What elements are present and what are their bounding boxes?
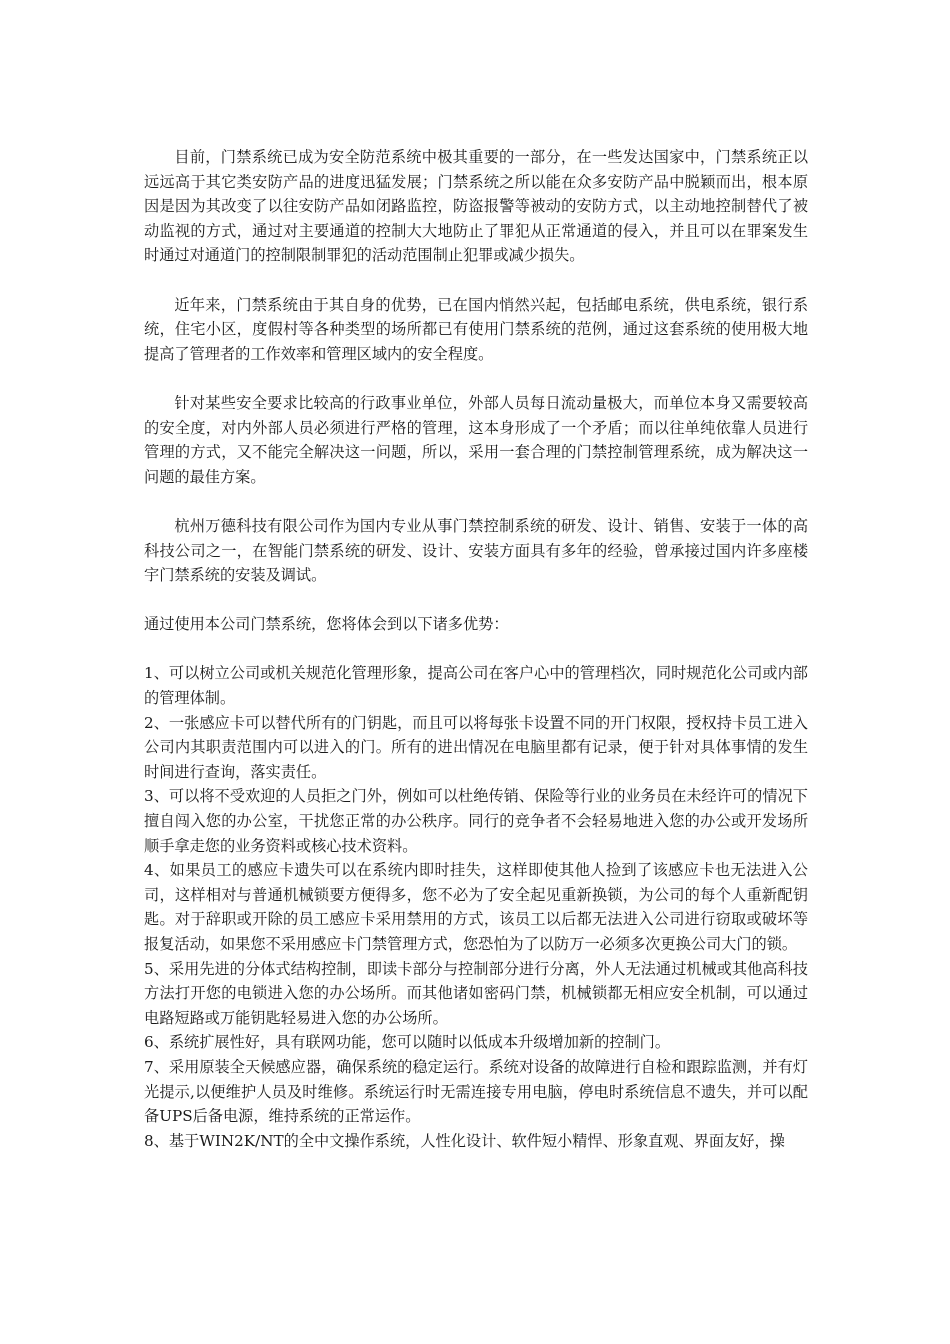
- list-item: 6、系统扩展性好，具有联网功能，您可以随时以低成本升级增加新的控制门。: [144, 1033, 671, 1052]
- paragraph-intro-importance: 目前，门禁系统已成为安全防范系统中极其重要的一部分，在一些发达国家中，门禁系统正以远远高于其它类安防产品的进度迅猛发展；门禁系统之所以能在众多安防产品中脱颖而出，根本原因是因为其改变了以往安防产品如闭路监控，防盗报警等被动的安防方式，以主动地控制替代了被动监视的方式，通过对主要通道的控制大大地防止了罪犯从正常通道的侵入，并且可以在罪案发生时通过对通道门的控制限制罪犯的活动范围制止犯罪或减少损失。: [144, 148, 808, 265]
- paragraph-security-challenge: 针对某些安全要求比较高的行政事业单位，外部人员每日流动量极大，而单位本身又需要较高的安全度，对内外部人员必须进行严格的管理，这本身形成了一个矛盾；而以往单纯依靠人员进行管理的方式，又不能完全解决这一问题，所以，采用一套合理的门禁控制管理系统，成为解决这一问题的最佳方案。: [144, 393, 808, 486]
- paragraph-domestic-adoption: 近年来，门禁系统由于其自身的优势，已在国内悄然兴起，包括邮电系统，供电系统，银行系统，住宅小区，度假村等各种类型的场所都已有使用门禁系统的范例，通过这套系统的使用极大地提高了管理者的工作效率和管理区域内的安全程度。: [144, 295, 808, 363]
- list-item: 5、采用先进的分体式结构控制，即读卡部分与控制部分进行分离，外人无法通过机械或其他高科技方法打开您的电锁进入您的办公场所。而其他诸如密码门禁，机械锁都无相应安全机制，可以通过电路短路或万能钥匙轻易进入您的办公场所。: [144, 959, 808, 1027]
- list-item: 2、一张感应卡可以替代所有的门钥匙，而且可以将每张卡设置不同的开门权限，授权持卡员工进入公司内其职责范围内可以进入的门。所有的进出情况在电脑里都有记录，便于针对具体事情的发生时间进行查询，落实责任。: [144, 713, 808, 781]
- document-page: [144, 145, 808, 1153]
- list-item: 4、如果员工的感应卡遗失可以在系统内即时挂失，这样即使其他人捡到了该感应卡也无法进入公司，这样相对与普通机械锁要方便得多，您不必为了安全起见重新换锁，为公司的每个人重新配钥匙。对于辞职或开除的员工感应卡采用禁用的方式，该员工以后都无法进入公司进行窃取或破坏等报复活动，如果您不采用感应卡门禁管理方式，您恐怕为了以防万一必须多次更换公司大门的锁。: [144, 861, 808, 953]
- paragraph-company-profile: 杭州万德科技有限公司作为国内专业从事门禁控制系统的研发、设计、销售、安装于一体的高科技公司之一，在智能门禁系统的研发、设计、安装方面具有多年的经验，曾承接过国内许多座楼宇门禁系统的安装及调试。: [144, 516, 808, 585]
- list-item: 8、基于WIN2K/NT的全中文操作系统，人性化设计、软件短小精悍、形象直观、界面友好，操: [144, 1131, 785, 1150]
- list-item: 7、采用原装全天候感应器，确保系统的稳定运行。系统对设备的故障进行自检和跟踪监测，并有灯光提示,以便维护人员及时维修。系统运行时无需连接专用电脑，停电时系统信息不遗失，并可以配备UPS后备电源，维持系统的正常运作。: [144, 1057, 808, 1126]
- advantages-intro: 通过使用本公司门禁系统，您将体会到以下诸多优势：: [144, 615, 509, 634]
- list-item: 3、可以将不受欢迎的人员拒之门外，例如可以杜绝传销、保险等行业的业务员在未经许可的情况下擅自闯入您的办公室，干扰您正常的办公秩序。同行的竞争者不会轻易地进入您的办公或开发场所顺手拿走您的业务资料或核心技术资料。: [144, 787, 808, 855]
- advantages-list: [144, 661, 808, 1153]
- list-item: 1、可以树立公司或机关规范化管理形象，提高公司在客户心中的管理档次，同时规范化公司或内部的管理体制。: [144, 664, 808, 708]
